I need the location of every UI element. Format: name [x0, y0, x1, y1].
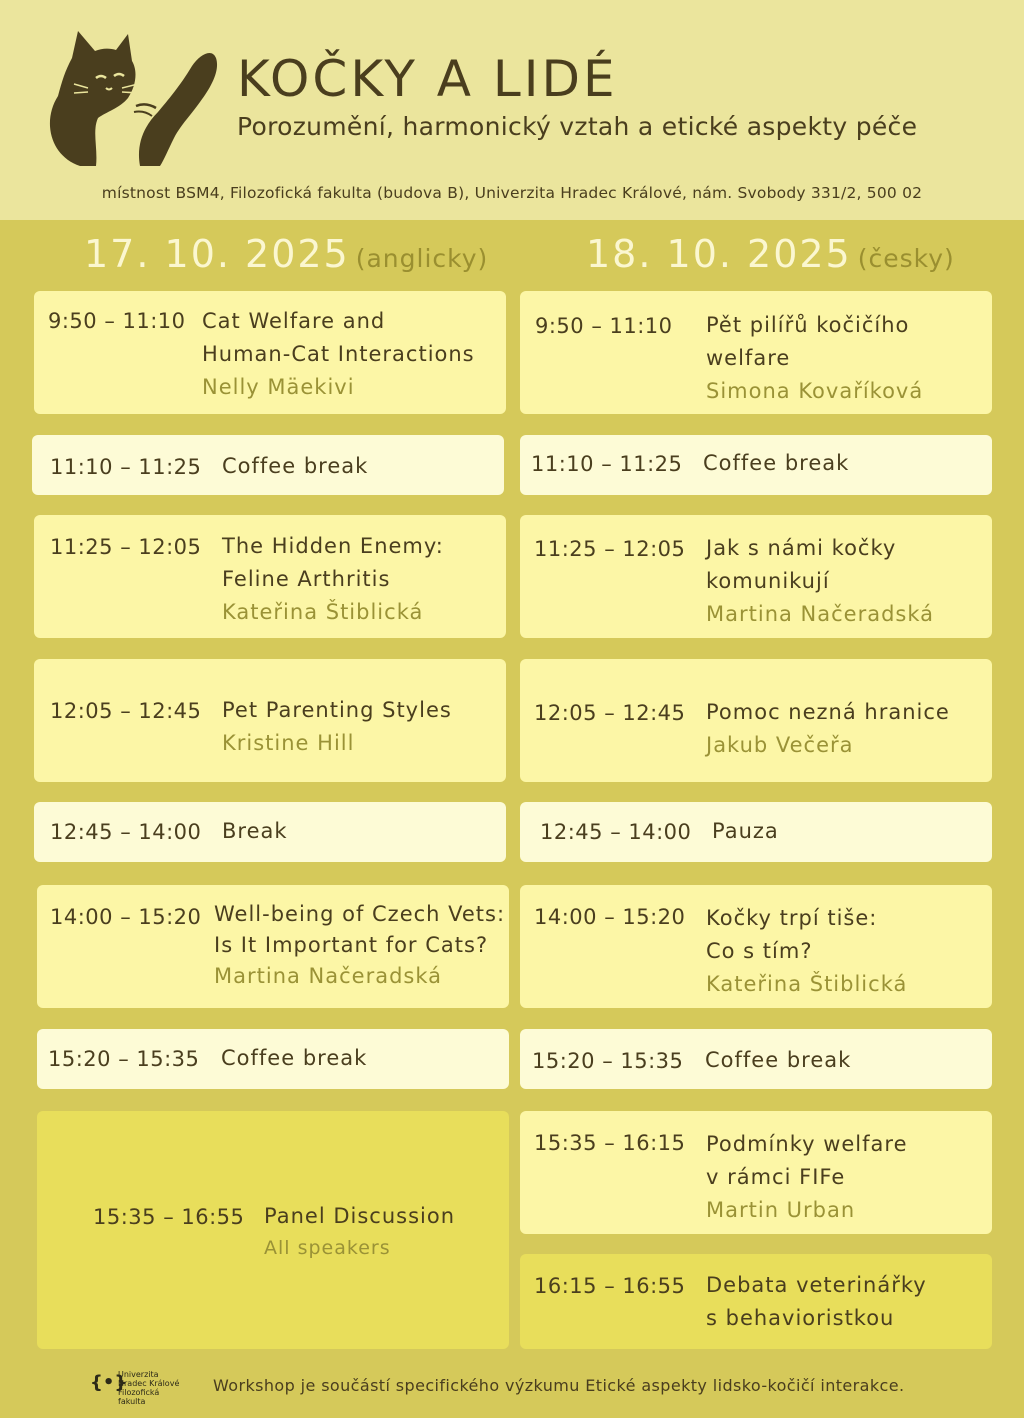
session-title-line: Break: [222, 819, 288, 843]
day-language: (česky): [857, 244, 955, 273]
day-heading-2: [586, 232, 955, 276]
session-talk: [706, 902, 907, 1001]
session-talk: [222, 450, 368, 483]
session-talk: [221, 1042, 367, 1075]
session-speaker: Simona Kovaříková: [706, 379, 924, 403]
session-title-line: Panel Discussion: [264, 1204, 456, 1228]
session-time: 15:35 – 16:55: [93, 1205, 245, 1229]
session-title-line: Debata veterinářky: [706, 1273, 927, 1297]
break-card: [34, 802, 506, 862]
session-speaker: Nelly Mäekivi: [202, 375, 355, 399]
day-heading-1: [84, 232, 488, 276]
session-title-line: Jak s námi kočky: [706, 536, 897, 560]
session-title-line: Coffee break: [703, 451, 850, 475]
session-talk: [706, 696, 950, 762]
session-title-line: Coffee break: [222, 454, 369, 478]
session-time: 12:05 – 12:45: [534, 701, 686, 725]
session-talk: [706, 309, 923, 408]
session-talk: [222, 530, 444, 629]
footer-note: Workshop je součástí specifického výzkumu Etické aspekty lidsko-kočičí interakce.: [213, 1376, 905, 1395]
panel-card: [520, 1254, 992, 1349]
session-title-line: Coffee break: [221, 1046, 368, 1070]
session-talk: [706, 1269, 927, 1335]
session-talk: [202, 305, 475, 404]
session-speaker: Martin Urban: [706, 1198, 856, 1222]
session-title-line: Pět pilířů kočičího: [706, 313, 910, 337]
session-time: 9:50 – 11:10: [48, 309, 186, 333]
header: [0, 0, 1024, 220]
break-card: [37, 1029, 509, 1089]
session-time: 15:20 – 15:35: [48, 1047, 200, 1071]
session-speaker: Martina Načeradská: [214, 964, 443, 988]
session-title-line: Well-being of Czech Vets:: [214, 902, 506, 926]
session-title-line: s behavioristkou: [706, 1306, 895, 1330]
session-title-line: Kočky trpí tiše:: [706, 906, 878, 930]
session-title-line: Human-Cat Interactions: [202, 342, 475, 366]
session-card: [520, 1111, 992, 1234]
session-title-line: v rámci FIFe: [706, 1165, 846, 1189]
session-title-line: Cat Welfare and: [202, 309, 386, 333]
session-time: 15:35 – 16:15: [534, 1131, 686, 1155]
day-date: 18. 10. 2025: [586, 232, 852, 276]
session-title-line: Is It Important for Cats?: [214, 933, 489, 957]
session-title-line: Feline Arthritis: [222, 567, 391, 591]
session-time: 11:25 – 12:05: [534, 537, 686, 561]
panel-card: [37, 1111, 509, 1349]
session-card: [520, 659, 992, 782]
session-card: [520, 885, 992, 1008]
break-card: [520, 1029, 992, 1089]
session-speaker: Martina Načeradská: [706, 602, 935, 626]
session-talk: [264, 1200, 455, 1264]
session-time: 15:20 – 15:35: [532, 1049, 684, 1073]
session-talk: [705, 1044, 851, 1077]
page-subtitle: Porozumění, harmonický vztah a etické aspekty péče: [237, 112, 918, 141]
session-card: [34, 291, 506, 414]
session-talk: [703, 447, 849, 480]
session-talk: [214, 899, 505, 992]
session-time: 14:00 – 15:20: [50, 905, 202, 929]
session-title-line: Coffee break: [705, 1048, 852, 1072]
session-card: [34, 515, 506, 638]
session-time: 11:10 – 11:25: [50, 455, 202, 479]
session-card: [520, 515, 992, 638]
session-card: [34, 659, 506, 782]
day-language: (anglicky): [355, 244, 489, 273]
session-talk: [222, 694, 452, 760]
session-time: 16:15 – 16:55: [534, 1274, 686, 1298]
session-talk: [706, 532, 934, 631]
session-talk: [706, 1128, 908, 1227]
session-title-line: The Hidden Enemy:: [222, 534, 444, 558]
session-time: 12:45 – 14:00: [50, 820, 202, 844]
session-talk: [222, 815, 288, 848]
day-date: 17. 10. 2025: [84, 232, 350, 276]
session-speaker: All speakers: [264, 1237, 391, 1259]
session-talk: [712, 815, 779, 848]
university-logo-text: Univerzita Hradec Králové Filozofická fakulta: [118, 1370, 180, 1406]
venue-address: místnost BSM4, Filozofická fakulta (budova B), Univerzita Hradec Králové, nám. Svobody 331/2, 500 02: [101, 184, 923, 202]
university-logo: [90, 1368, 190, 1408]
session-speaker: Kateřina Štiblická: [222, 600, 424, 624]
break-card: [520, 802, 992, 862]
university-logo-icon: {•}: [90, 1372, 128, 1393]
break-card: [32, 435, 504, 495]
session-title-line: welfare: [706, 346, 791, 370]
session-title-line: komunikují: [706, 569, 830, 593]
session-speaker: Kristine Hill: [222, 731, 355, 755]
session-time: 9:50 – 11:10: [535, 314, 673, 338]
page-title: KOČKY A LIDÉ: [237, 50, 618, 108]
session-card: [520, 291, 992, 414]
session-title-line: Podmínky welfare: [706, 1132, 908, 1156]
session-time: 11:10 – 11:25: [531, 452, 683, 476]
session-time: 12:45 – 14:00: [540, 820, 692, 844]
cat-and-hand-logo-icon: [40, 26, 220, 176]
session-time: 14:00 – 15:20: [534, 905, 686, 929]
break-card: [520, 435, 992, 495]
session-title-line: Pauza: [712, 819, 779, 843]
session-title-line: Pet Parenting Styles: [222, 698, 452, 722]
session-speaker: Jakub Večeřa: [706, 733, 854, 757]
session-title-line: Co s tím?: [706, 939, 813, 963]
session-time: 12:05 – 12:45: [50, 699, 202, 723]
session-speaker: Kateřina Štiblická: [706, 972, 908, 996]
session-time: 11:25 – 12:05: [50, 535, 202, 559]
session-card: [37, 885, 509, 1008]
session-title-line: Pomoc nezná hranice: [706, 700, 950, 724]
